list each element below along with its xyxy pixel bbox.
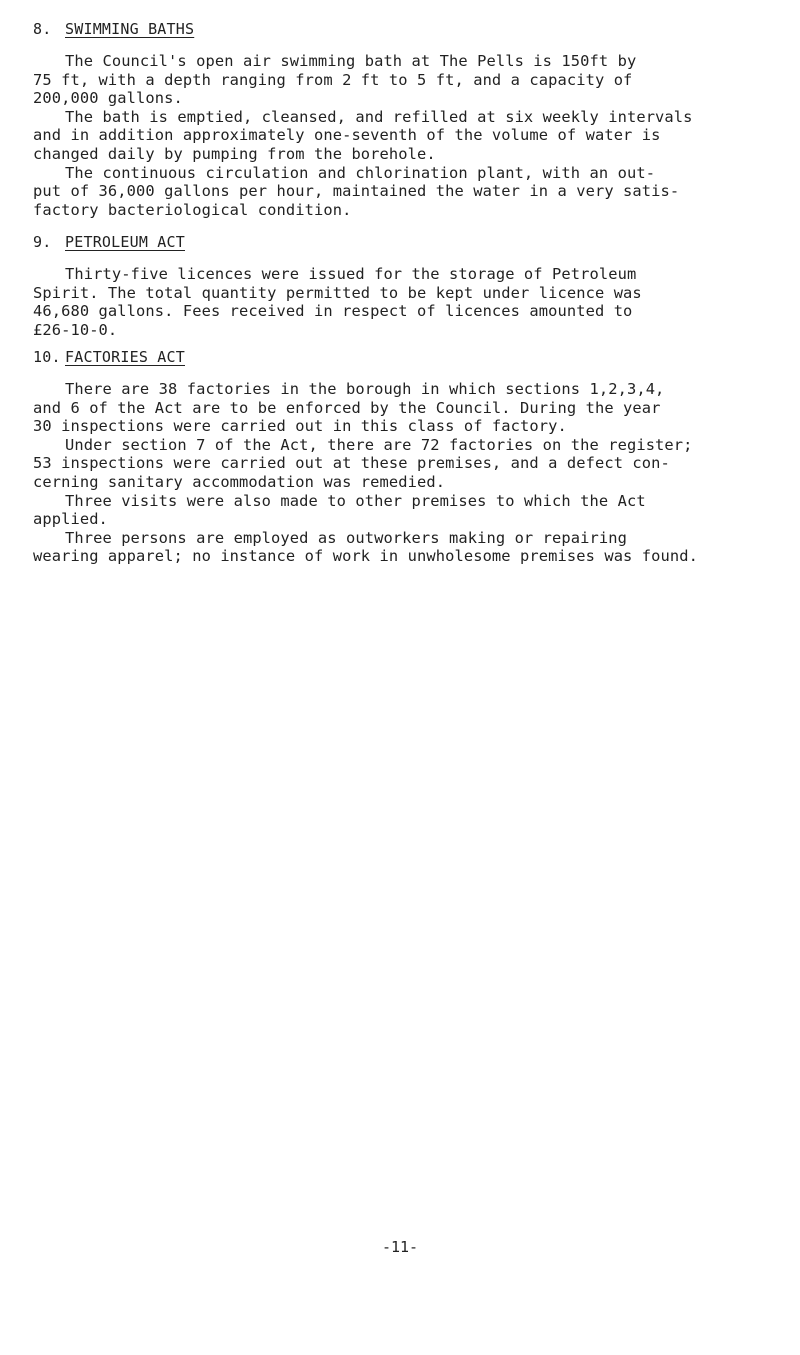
paragraph-line: and in addition approximately one-seventh of the volume of water is (33, 126, 661, 145)
paragraph-line: Three visits were also made to other premises to which the Act (65, 491, 646, 510)
page-number: -11- (381, 1238, 419, 1256)
paragraph-line: factory bacteriological condition. (33, 200, 352, 219)
paragraph-line: Spirit. The total quantity permitted to be kept under licence was (33, 283, 642, 302)
paragraph-line: 30 inspections were carried out in this class of factory. (33, 417, 567, 436)
section-petroleum-act (33, 233, 793, 339)
section-number: 8. (33, 20, 52, 38)
paragraph-line: changed daily by pumping from the borehole. (33, 144, 436, 163)
paragraph-line: 46,680 gallons. Fees received in respect of licences amounted to (33, 302, 633, 321)
section-heading (33, 20, 793, 38)
paragraph-line: wearing apparel; no instance of work in unwholesome premises was found. (33, 547, 698, 566)
paragraph-line: The bath is emptied, cleansed, and refilled at six weekly intervals (65, 107, 693, 126)
paragraph-line: The Council's open air swimming bath at The Pells is 150ft by (65, 52, 637, 70)
paragraph-line: applied. (33, 510, 108, 529)
paragraph-line: There are 38 factories in the borough in which sections 1,2,3,4, (65, 380, 665, 398)
paragraph-line: Under section 7 of the Act, there are 72 factories on the register; (65, 435, 693, 454)
section-title: FACTORIES ACT (65, 348, 185, 366)
section-factories-act (33, 348, 793, 566)
section-title: PETROLEUM ACT (65, 233, 185, 251)
paragraph-line: Three persons are employed as outworkers making or repairing (65, 528, 627, 547)
paragraph-line: 53 inspections were carried out at these premises, and a defect con- (33, 454, 670, 473)
paragraph-line: 200,000 gallons. (33, 89, 183, 108)
section-swimming-baths (33, 20, 793, 219)
paragraph-line: £26-10-0. (33, 320, 118, 339)
section-number: 10. (33, 348, 61, 366)
paragraph-line: and 6 of the Act are to be enforced by the Council. During the year (33, 398, 661, 417)
paragraph-line: put of 36,000 gallons per hour, maintained the water in a very satis- (33, 182, 680, 201)
section-number: 9. (33, 233, 52, 251)
paragraph-line: cerning sanitary accommodation was remedied. (33, 472, 446, 491)
section-heading (33, 233, 793, 251)
section-title: SWIMMING BATHS (65, 20, 195, 38)
paragraph-line: 75 ft, with a depth ranging from 2 ft to 5 ft, and a capacity of (33, 70, 633, 89)
section-heading (33, 348, 793, 366)
paragraph-line: Thirty-five licences were issued for the storage of Petroleum (65, 265, 637, 283)
paragraph-line: The continuous circulation and chlorination plant, with an out- (65, 163, 656, 182)
